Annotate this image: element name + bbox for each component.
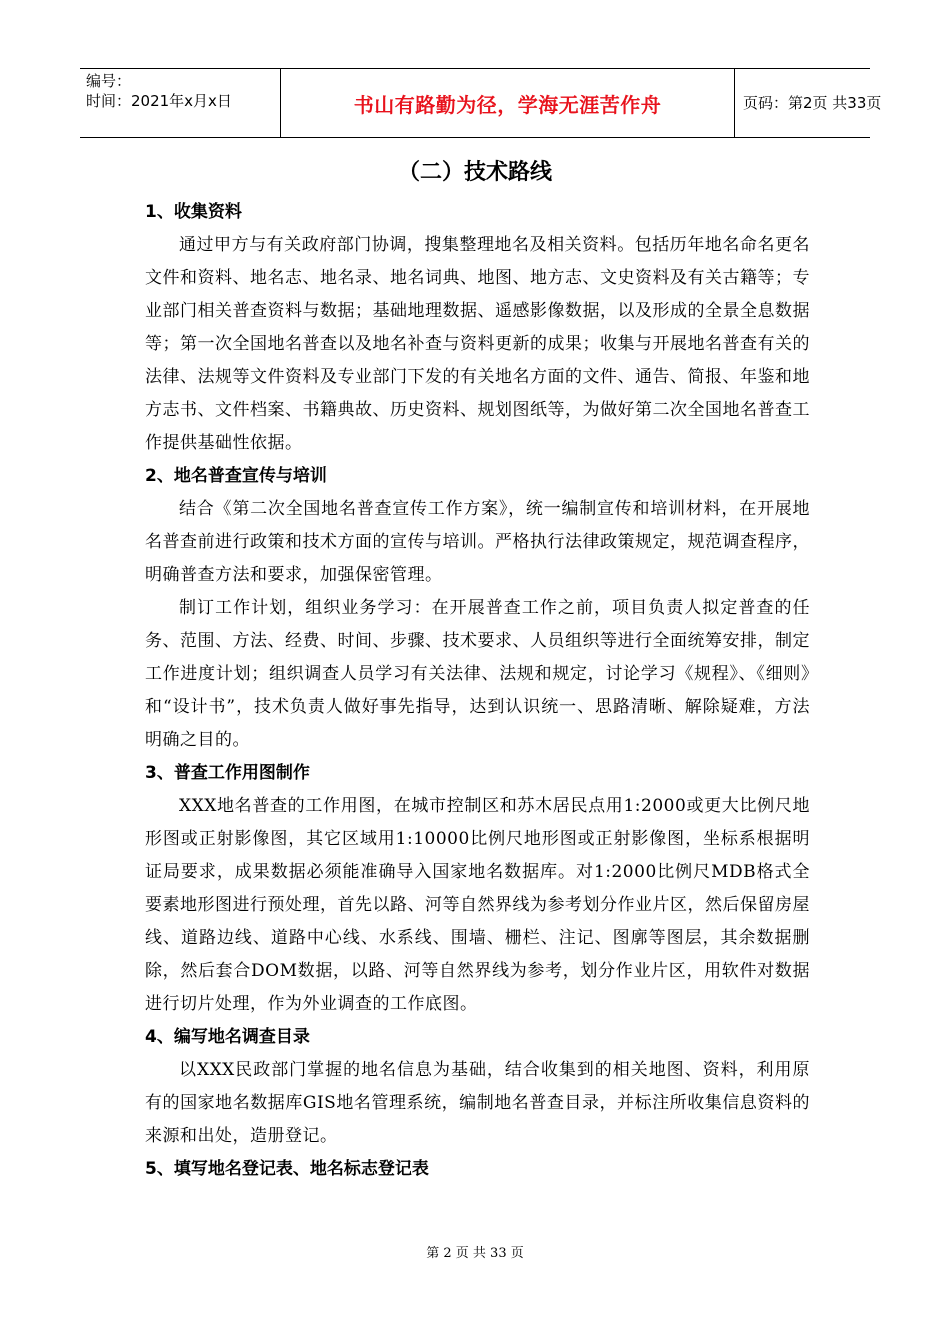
serial-label: 编号： — [86, 72, 132, 90]
page-footer: 第 2 页 共 33 页 — [426, 1246, 524, 1261]
section-heading: 4、编写地名调查目录 — [145, 1027, 310, 1047]
time-label: 时间：2021年x月x日 — [86, 92, 232, 110]
paragraph: 通过甲方与有关政府部门协调，搜集整理地名及相关资料。包括历年地名命名更名文件和资料、地名志、地名录、地名词典、地图、地方志、文史资料及有关古籍等；专业部门相关普查资料与数据；基础地理数据、遥感影像数据，以及形成的全景全息数据等；第一次全国地名普查以及地名补查与资料更新的成果；收集与开展地名普查有关的法律、法规等文件资料及专业部门下发的有关地名方面的文件、通告、简报、年鉴和地方志书、文件档案、书籍典故、历史资料、规划图纸等，为做好第二次全国地名普查工作提供基础性依据。 — [145, 235, 810, 453]
page-title: （二）技术路线 — [397, 160, 552, 185]
header-motto-cell — [280, 69, 735, 137]
section-heading: 2、地名普查宣传与培训 — [145, 466, 327, 486]
section-4 — [145, 1021, 810, 1153]
page-info: 页码：第2页 共33页 — [743, 94, 882, 112]
section-heading: 1、收集资料 — [145, 202, 242, 222]
section-2 — [145, 460, 810, 757]
section-1 — [145, 196, 810, 460]
header-meta — [80, 69, 280, 137]
section-heading: 5、填写地名登记表、地名标志登记表 — [145, 1159, 429, 1179]
document-body — [145, 196, 810, 1186]
paragraph: 制订工作计划，组织业务学习：在开展普查工作之前，项目负责人拟定普查的任务、范围、方法、经费、时间、步骤、技术要求、人员组织等进行全面统筹安排，制定工作进度计划；组织调查人员学习有关法律、法规和规定，讨论学习《规程》、《细则》和“设计书”，技术负责人做好事先指导，达到认识统一、思路清晰、解除疑难，方法明确之目的。 — [145, 598, 810, 750]
section-3 — [145, 757, 810, 1021]
motto: 书山有路勤为径，学海无涯苦作舟 — [353, 92, 662, 117]
paragraph: XXX地名普查的工作用图，在城市控制区和苏木居民点用1:2000或更大比例尺地形图或正射影像图，其它区域用1:10000比例尺地形图或正射影像图，坐标系根据明证局要求，成果数据必须能准确导入国家地名数据库。对1:2000比例尺MDB格式全要素地形图进行预处理，首先以路、河等自然界线为参考划分作业片区，然后保留房屋线、道路边线、道路中心线、水系线、围墙、栅栏、注记、图廓等图层，其余数据删除，然后套合DOM数据，以路、河等自然界线为参考，划分作业片区，用软件对数据进行切片处理，作为外业调查的工作底图。 — [145, 796, 810, 1014]
paragraph: 结合《第二次全国地名普查宣传工作方案》，统一编制宣传和培训材料，在开展地名普查前进行政策和技术方面的宣传与培训。严格执行法律政策规定，规范调查程序，明确普查方法和要求，加强保密管理。 — [145, 499, 810, 585]
section-5 — [145, 1153, 810, 1186]
section-heading: 3、普查工作用图制作 — [145, 763, 310, 783]
paragraph: 以XXX民政部门掌握的地名信息为基础，结合收集到的相关地图、资料，利用原有的国家地名数据库GIS地名管理系统，编制地名普查目录，并标注所收集信息资料的来源和出处，造册登记。 — [145, 1060, 810, 1146]
page-header — [80, 68, 882, 138]
